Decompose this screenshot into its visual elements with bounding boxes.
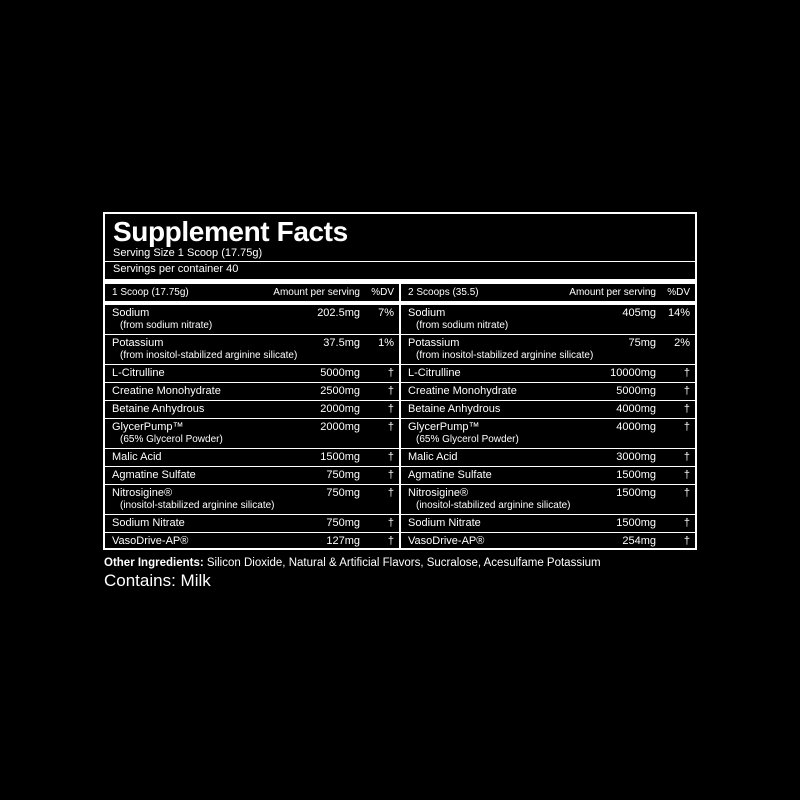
ingredient-dv: 1% bbox=[378, 337, 394, 349]
ingredient-subtext bbox=[105, 548, 399, 550]
ingredient-row bbox=[105, 420, 399, 434]
ingredient-dv: † bbox=[387, 487, 394, 499]
facts-columns bbox=[105, 284, 695, 550]
ingredient-subtext bbox=[401, 548, 695, 550]
ingredient-dv: † bbox=[683, 535, 690, 547]
ingredient-amount: 202.5mg bbox=[317, 307, 360, 319]
ingredient-dv: 7% bbox=[378, 307, 394, 319]
column-header-row bbox=[105, 284, 399, 305]
ingredient-row bbox=[401, 306, 695, 320]
ingredient-row bbox=[105, 402, 399, 416]
ingredient-name: Creatine Monohydrate bbox=[408, 385, 517, 397]
ingredient-dv: † bbox=[683, 487, 690, 499]
ingredient-name: Betaine Anhydrous bbox=[112, 403, 205, 415]
ingredient-dv: † bbox=[387, 451, 394, 463]
ingredient-block bbox=[105, 335, 399, 365]
serving-size-header: 1 Scoop (17.75g) bbox=[112, 287, 189, 298]
ingredient-row bbox=[401, 516, 695, 530]
ingredient-block bbox=[401, 515, 695, 533]
ingredient-row bbox=[105, 450, 399, 464]
ingredient-block bbox=[401, 335, 695, 365]
amount-per-serving-header: Amount per serving bbox=[569, 287, 656, 298]
ingredient-block bbox=[401, 467, 695, 485]
ingredient-name: L-Citrulline bbox=[112, 367, 165, 379]
ingredient-block bbox=[105, 419, 399, 449]
ingredient-row bbox=[105, 306, 399, 320]
ingredient-dv: † bbox=[683, 403, 690, 415]
ingredient-block bbox=[401, 449, 695, 467]
ingredient-dv: † bbox=[387, 367, 394, 379]
ingredient-row bbox=[105, 516, 399, 530]
ingredient-amount: 1500mg bbox=[616, 517, 656, 529]
ingredient-row bbox=[105, 468, 399, 482]
ingredient-amount: 1500mg bbox=[616, 487, 656, 499]
ingredient-block bbox=[105, 365, 399, 383]
ingredient-name: VasoDrive-AP® bbox=[112, 535, 189, 547]
ingredient-name: Potassium bbox=[408, 337, 460, 349]
ingredient-row bbox=[401, 420, 695, 434]
ingredient-block bbox=[401, 533, 695, 550]
ingredient-name: Agmatine Sulfate bbox=[112, 469, 196, 481]
ingredient-name: Malic Acid bbox=[408, 451, 458, 463]
ingredient-amount: 4000mg bbox=[616, 403, 656, 415]
ingredient-name: Sodium Nitrate bbox=[112, 517, 185, 529]
ingredient-row bbox=[401, 468, 695, 482]
ingredient-dv: † bbox=[387, 421, 394, 433]
servings-per-container-text: Servings per container 40 bbox=[113, 263, 239, 275]
ingredient-amount: 1500mg bbox=[616, 469, 656, 481]
ingredient-name: Sodium bbox=[408, 307, 446, 319]
ingredient-block bbox=[105, 515, 399, 533]
ingredient-amount: 5000mg bbox=[616, 385, 656, 397]
ingredient-block bbox=[105, 485, 399, 515]
percent-dv-header: %DV bbox=[667, 287, 690, 298]
ingredient-amount: 254mg bbox=[622, 535, 656, 547]
ingredient-dv: † bbox=[683, 385, 690, 397]
ingredient-row bbox=[401, 336, 695, 350]
percent-dv-header: %DV bbox=[371, 287, 394, 298]
ingredient-row bbox=[401, 384, 695, 398]
ingredient-block bbox=[105, 467, 399, 485]
ingredient-name: VasoDrive-AP® bbox=[408, 535, 485, 547]
facts-column-1 bbox=[105, 284, 399, 550]
ingredient-name: Creatine Monohydrate bbox=[112, 385, 221, 397]
ingredient-amount: 75mg bbox=[628, 337, 656, 349]
ingredient-block bbox=[105, 305, 399, 335]
ingredient-dv: 2% bbox=[674, 337, 690, 349]
ingredient-block bbox=[401, 419, 695, 449]
ingredient-subtext: (from sodium nitrate) bbox=[120, 320, 213, 331]
ingredient-dv: † bbox=[387, 469, 394, 481]
ingredient-row bbox=[401, 402, 695, 416]
ingredient-block bbox=[401, 383, 695, 401]
other-ingredients-label: Other Ingredients: bbox=[104, 557, 204, 569]
other-ingredients-text: Silicon Dioxide, Natural & Artificial Flavors, Sucralose, Acesulfame Potassium bbox=[203, 557, 601, 569]
ingredient-block bbox=[401, 485, 695, 515]
other-ingredients-line bbox=[104, 556, 601, 570]
ingredient-dv: 14% bbox=[667, 307, 690, 319]
ingredient-name: Agmatine Sulfate bbox=[408, 469, 492, 481]
ingredient-dv: † bbox=[683, 469, 690, 481]
ingredient-amount: 750mg bbox=[326, 469, 360, 481]
column-header-row bbox=[401, 284, 695, 305]
ingredient-block bbox=[105, 383, 399, 401]
ingredient-subtext: (from inositol-stabilized arginine silicate) bbox=[120, 350, 298, 361]
ingredient-row bbox=[105, 366, 399, 380]
ingredient-amount: 750mg bbox=[326, 487, 360, 499]
ingredient-block bbox=[401, 305, 695, 335]
ingredient-block bbox=[105, 401, 399, 419]
ingredient-name: Potassium bbox=[112, 337, 164, 349]
ingredient-block bbox=[105, 449, 399, 467]
ingredient-block bbox=[401, 365, 695, 383]
ingredient-dv: † bbox=[387, 385, 394, 397]
ingredient-row bbox=[401, 486, 695, 500]
ingredient-row bbox=[401, 450, 695, 464]
ingredient-row bbox=[105, 336, 399, 350]
ingredient-dv: † bbox=[387, 403, 394, 415]
ingredient-name: GlycerPump™ bbox=[112, 421, 184, 433]
ingredient-subtext: (from inositol-stabilized arginine silicate) bbox=[416, 350, 594, 361]
ingredient-amount: 2000mg bbox=[320, 421, 360, 433]
ingredient-amount: 4000mg bbox=[616, 421, 656, 433]
amount-per-serving-header: Amount per serving bbox=[273, 287, 360, 298]
ingredient-block bbox=[401, 401, 695, 419]
ingredient-row bbox=[401, 534, 695, 548]
ingredient-dv: † bbox=[683, 451, 690, 463]
supplement-facts-panel bbox=[103, 212, 697, 550]
ingredient-row bbox=[105, 486, 399, 500]
ingredient-name: Sodium bbox=[112, 307, 150, 319]
ingredient-name: GlycerPump™ bbox=[408, 421, 480, 433]
ingredient-row bbox=[105, 384, 399, 398]
ingredient-block bbox=[105, 533, 399, 550]
ingredient-dv: † bbox=[683, 421, 690, 433]
ingredient-name: L-Citrulline bbox=[408, 367, 461, 379]
ingredient-amount: 750mg bbox=[326, 517, 360, 529]
serving-size-text: Serving Size 1 Scoop (17.75g) bbox=[105, 246, 695, 262]
ingredient-dv: † bbox=[683, 517, 690, 529]
ingredient-subtext: (65% Glycerol Powder) bbox=[120, 434, 223, 445]
ingredient-dv: † bbox=[387, 535, 394, 547]
panel-title: Supplement Facts bbox=[113, 216, 348, 247]
ingredient-subtext: (inositol-stabilized arginine silicate) bbox=[416, 500, 571, 511]
ingredient-name: Nitrosigine® bbox=[408, 487, 469, 499]
ingredient-subtext: (inositol-stabilized arginine silicate) bbox=[120, 500, 275, 511]
ingredient-amount: 127mg bbox=[326, 535, 360, 547]
ingredient-name: Sodium Nitrate bbox=[408, 517, 481, 529]
ingredient-dv: † bbox=[387, 517, 394, 529]
contains-statement: Contains: Milk bbox=[104, 571, 211, 590]
serving-size-header: 2 Scoops (35.5) bbox=[408, 287, 479, 298]
ingredient-amount: 2500mg bbox=[320, 385, 360, 397]
ingredient-amount: 3000mg bbox=[616, 451, 656, 463]
ingredient-amount: 2000mg bbox=[320, 403, 360, 415]
ingredient-subtext: (from sodium nitrate) bbox=[416, 320, 509, 331]
ingredient-row bbox=[105, 534, 399, 548]
ingredient-name: Nitrosigine® bbox=[112, 487, 173, 499]
ingredient-row bbox=[401, 366, 695, 380]
facts-column-2 bbox=[399, 284, 695, 550]
ingredient-name: Betaine Anhydrous bbox=[408, 403, 501, 415]
ingredient-amount: 405mg bbox=[622, 307, 656, 319]
ingredient-amount: 1500mg bbox=[320, 451, 360, 463]
ingredient-amount: 5000mg bbox=[320, 367, 360, 379]
ingredient-dv: † bbox=[683, 367, 690, 379]
ingredient-amount: 10000mg bbox=[610, 367, 656, 379]
ingredient-name: Malic Acid bbox=[112, 451, 162, 463]
ingredient-subtext: (65% Glycerol Powder) bbox=[416, 434, 519, 445]
ingredient-amount: 37.5mg bbox=[323, 337, 360, 349]
